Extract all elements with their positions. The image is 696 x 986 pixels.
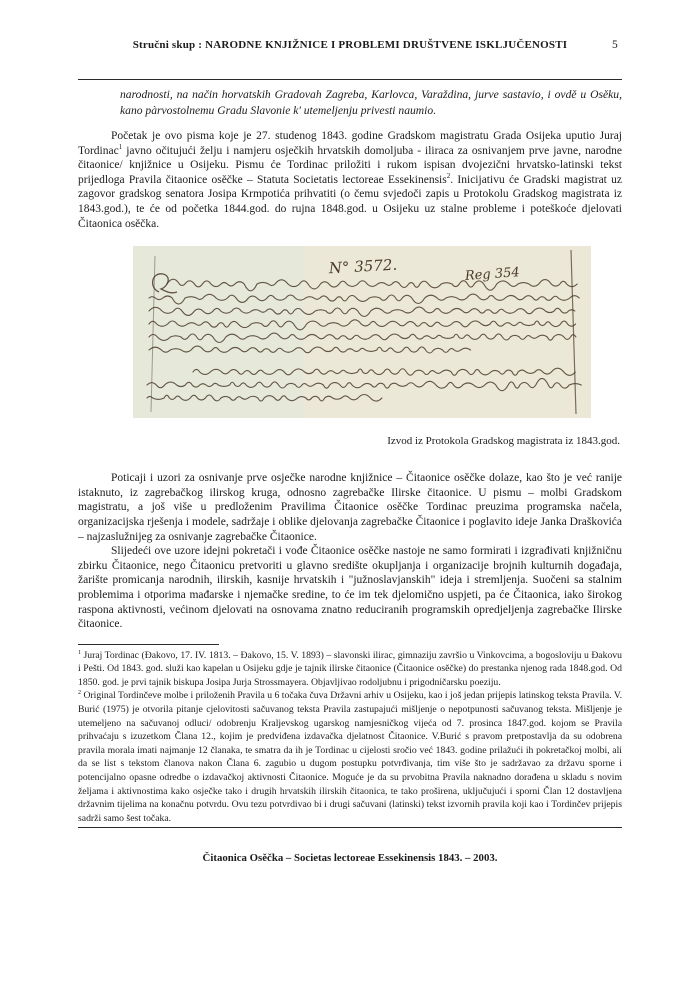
manuscript-reg-number: Reg 354 [464, 265, 521, 285]
opening-quote: narodnosti, na način horvatskih Gradovah Zagreba, Karlovca, Varaždina, jurve sastavio, i ovdě u Osěku, kano pàrvostolnemu Gradu Slavonie k' utemeljenju privesti naumio. [120, 88, 622, 117]
page-number: 5 [612, 39, 618, 51]
footnote-1-text: Juraj Tordinac (Đakovo, 17. IV. 1813. – Đakovo, 15. V. 1893) – slavonski ilirac, gimnaziju završio u Vinkovcima, a bogosloviju u Đakovu i Pešti. Od 1843. god. služi kao kapelan u Osijeku gdje je tajnik ilirske čitaonice (Čitaonice osěčke) do prestanka njenog rada 1848.god. Od 1850. god. je prvi tajnik biskupa Josipa Jurja Strossmayera. Objavljivao rodoljubnu i prigodničarsku poeziju. [78, 649, 622, 688]
paragraph-3: Slijedeći ove uzore idejni pokretači i vođe Čitaonice osěčke nastoje ne samo formirati i izgrađivati knjižničnu zbirku Čitaonice, nego Čitaonicu pretvoriti u glavno središte okupljanja i organizacije brojnih kulturnih događaja, žarište promicanja narodnih, ilirskih, kasnije hrvatskih i "južnoslavjanskih" ideja i stremljenja. Suočeni sa stalnim problemima i otporima mađarske i njemačke sredine, to će im tek djelomično uspjeti, pa će Čitaonica, iako širokog raspona aktivnosti, većinom djelovati na osnovama znatno reduciranih programskih opredjeljenja zagrebačke Ilirske čitaonice. [78, 545, 622, 631]
manuscript-doc-number: N° 3572. [328, 255, 398, 278]
page-header [78, 38, 622, 53]
page-header-title: Stručni skup : NARODNE KNJIŽNICE I PROBLEMI DRUŠTVENE ISKLJUČENOSTI [132, 39, 568, 51]
paragraph-1-text-b: javno očitujući želju i namjeru osječkih hrvatskih domoljuba - iliraca za osnivanjem prve javne, narodne čitaonice/ knjižnice u Osijeku. Pismu će Tordinac priložiti i rukom ispisan dvojezični hrvatsko-latinski tekst prijedloga Pravila čitaonice osěčke – Statuta Societatis lectoreae Essekinensis [78, 144, 622, 186]
footnote-2-marker: 2 [78, 690, 81, 697]
footnote-1 [78, 649, 622, 690]
paragraph-1-text-c: . Inicijativu će Gradski magistrat uz zagovor gradskog senatora Josipa Krmpotića prihvatiti (o čemu svjedoči zapis u Protokolu Gradskog magistrata iz 1843.god.), te će od početka 1844.god. do rujna 1848.god. u Osijeku uz stalne probleme i poteškoće djelovati Čitaonica osěčka. [78, 173, 622, 230]
manuscript-paper-tint [133, 246, 303, 418]
manuscript-scan-figure [133, 246, 591, 418]
footer-rule [78, 827, 622, 828]
figure-caption: Izvod iz Protokola Gradskog magistrata iz 1843.god. [387, 435, 620, 448]
paragraph-2: Poticaji i uzori za osnivanje prve osječke narodne knjižnice – Čitaonice osěčke dolaze, kao što je već ranije istaknuto, iz zagrebačkog ilirskog kruga, odnosno zagrebačke Ilirske čitaonice. U pismu – molbi Gradskom magistratu, a još više u predloženim Pravilima Čitaonice osěčke Tordinac preuzima programska načela, organizacijska rješenja i modele, sadržaje i oblike djelovanja zagrebačke Čitaonice i poglavito ideje Janka Draškovića – najzaslužnijeg za osnivanje zagrebačke Čitaonice. [78, 472, 622, 543]
footnote-2 [78, 689, 622, 825]
footnote-1-marker: 1 [78, 649, 81, 656]
paragraph-1 [78, 129, 622, 231]
footnote-2-text: Original Tordinčeve molbe i priloženih Pravila u 6 točaka čuva Državni arhiv u Osijeku, kao i još jedan prijepis latinskog teksta Pravila. V. Burić (1975) je otvorila pitanje cjelovitosti sačuvanog teksta Pravila zastupajući mišljenje o nepotpunosti sačuvanog teksta. Mišljenje je utemeljeno na sačuvanoj odluci/ odobrenju Kraljevskog ugarskog namjesničkog vijeća od 7. prosinca 1847.god. kojom se Pravila prihvaćaju s izuzetkom Člana 12., kojim je predviđena izdavačka djelatnost Čitaonice. V.Burić s pravom pretpostavlja da su odobrena pravila morala imati najmanje 12 članaka, te smatra da ih je Tordinac u cijelosti sročio već 1843. godine prilažući ih pokretačkoj molbi, ali da se list s tekstom članova nakon Člana 6. zagubio u dugom postupku potvrđivanja, tim više što je sadržavao za državu sporne i potencijalno opasne odredbe o izdavačkoj aktivnosti Čitaonice. Moguće je da su prvobitna Pravila naknadno dorađena u skladu s novim željama i aktivnostima kako osječke tako i drugih hrvatskih ilirskih čitaonica, te tako proširena, uključujući i sporni Član 12 dostavljena državnim tijelima na konačnu potvrdu. Ovu tezu potvrdivao bi i drugi sačuvani (latinski) tekst izvornih pravila koji kao i Tordinčev prijepis sadrži samo šest točaka. [78, 690, 622, 824]
paragraph-1-text-a: Početak je ovo pisma koje je 27. studenog 1843. godine Gradskom magistratu Grada Osijeka uputio Juraj Tordinac [78, 130, 622, 157]
footnote-separator [78, 644, 219, 645]
header-rule [78, 79, 622, 80]
manuscript-scan-image [133, 246, 591, 418]
page-footer: Čitaonica Osěčka – Societas lectoreae Essekinensis 1843. – 2003. [202, 852, 498, 865]
footnote-ref-1: 1 [118, 142, 123, 151]
footnote-ref-2: 2 [446, 171, 451, 180]
